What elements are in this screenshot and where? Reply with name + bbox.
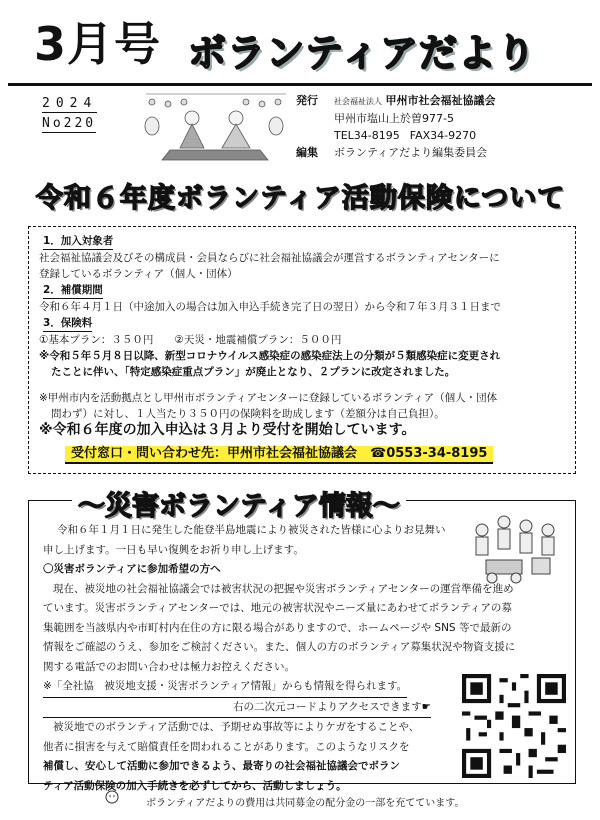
start-notice: ※令和６年度の加入申込は３月より受付を開始しています。 <box>39 422 416 438</box>
coverage-heading: 1．加入対象者 <box>43 233 113 250</box>
org-type: 社会福祉法人 <box>334 97 382 106</box>
qr-note: 右の二次元コードよりアクセスできます☛ <box>43 698 431 719</box>
edit-label: 編集 <box>296 146 318 159</box>
coverage-line: 社会福祉協議会及びその構成員・会員ならびに社会福祉協議会が運営するボランティアセンターに <box>39 252 500 264</box>
subsidy-line: 問わず）に対し、１人当たり３５０円の保険料を助成します（差額分は自己負担）。 <box>51 408 445 420</box>
org-address: 甲州市塩山上於曽977-5 <box>334 112 454 125</box>
issue-number: No220 <box>42 116 97 131</box>
coverage-line: 登録しているボランティア（個人・団体） <box>39 268 238 280</box>
contact-banner: 受付窓口・問い合わせ先：甲州市社会福祉協議会 ☎0553-34-8195 <box>65 446 493 464</box>
premium-heading: 3．保険料 <box>43 315 92 332</box>
info-line: 集範囲を当該県内や市町村内在住の方に限る場合がありますので、ホームページや SNS 等で最新の <box>43 621 512 634</box>
participant-subheading: 〇災害ボランティアに参加希望の方へ <box>43 563 221 575</box>
footer-note: ボランティアだよりの費用は共同募金の配分金の一部を充てています。 <box>146 798 465 809</box>
period-heading: 2．補償期間 <box>43 282 103 299</box>
insurance-advice-line: 他者に損害を与えて賠償責任を問われることがあります。このようなリスクを <box>43 740 410 753</box>
insurance-advice-line: 補償し、安心して活動に参加できるよう、最寄りの社会福祉協議会でボラン <box>43 760 400 772</box>
issue-year: 2024 <box>42 96 98 111</box>
org-tel: TEL34-8195 <box>334 129 400 142</box>
info-line: 関する電話でのお問い合わせは極力お控えください。 <box>43 660 295 673</box>
subsidy-line: ※甲州市内を活動拠点とし甲州市ボランティアセンターに登録しているボランティア（個人・団体 <box>39 392 498 404</box>
disaster-title: ～災害ボランティア情報～ <box>72 484 406 523</box>
condolence-line: 令和６年１月１日に発生した能登半島地震により被災された皆様に心よりお見舞い <box>57 524 446 536</box>
newsletter-title: ボランティアだより <box>188 31 536 75</box>
insurance-box <box>28 226 576 474</box>
issue-label: 3月号 <box>34 17 162 71</box>
premium-note: たことに伴い、「特定感染症重点プラン」が廃止となり、２プランに改定されました。 <box>51 366 456 378</box>
period-line: 令和６年４月１日（中途加入の場合は加入申込手続き完了日の翌日）から令和７年３月３１日まで <box>39 301 501 313</box>
publish-label: 発行 <box>296 94 318 107</box>
source-note: ※「全社協 被災地支援・災害ボランティア情報」からも情報を得られます。 <box>43 677 407 698</box>
org-fax: FAX34-9270 <box>409 129 477 142</box>
red-feather-mascot-icon <box>102 786 122 806</box>
qr-code[interactable] <box>462 674 566 778</box>
premium-note: ※令和５年５月８日以降、新型コロナウイルス感染症の感染症法上の分類が５類感染症に変更され <box>39 350 501 362</box>
masthead <box>8 6 592 86</box>
publisher-info <box>296 92 496 161</box>
info-line: 現在、被災地の社会福祉協議会では被害状況の把握や災害ボランティアセンターの運営準備を進め <box>53 582 514 595</box>
info-line: ています。災害ボランティアセンターでは、地元の被害状況やニーズ量にあわせてボランティアの募 <box>43 602 512 614</box>
insurance-advice-line: ティア活動保険の加入手続きを必ずしてから、活動しましょう。 <box>43 779 347 792</box>
premium-plans: ①基本プラン：３５０円 ②天災・地震補償プラン：５００円 <box>39 334 342 346</box>
insurance-title: 令和６年度ボランティア活動保険について <box>36 183 566 214</box>
org-name: 甲州市社会福祉協議会 <box>385 94 496 107</box>
insurance-advice-line: 被災地でのボランティア活動では、予期せぬ事故等によりケガをすることや、 <box>53 721 420 733</box>
condolence-line: 申し上げます。一日も早い復興をお祈り申し上げます。 <box>43 543 304 556</box>
editor: ボランティアだより編集委員会 <box>334 146 488 159</box>
info-line: 情報をご確認のうえ、参加をご検討ください。また、個人の方のボランティア募集状況や物資支援に <box>43 641 516 653</box>
hina-doll-illustration <box>140 90 290 164</box>
volunteers-illustration <box>462 500 572 590</box>
